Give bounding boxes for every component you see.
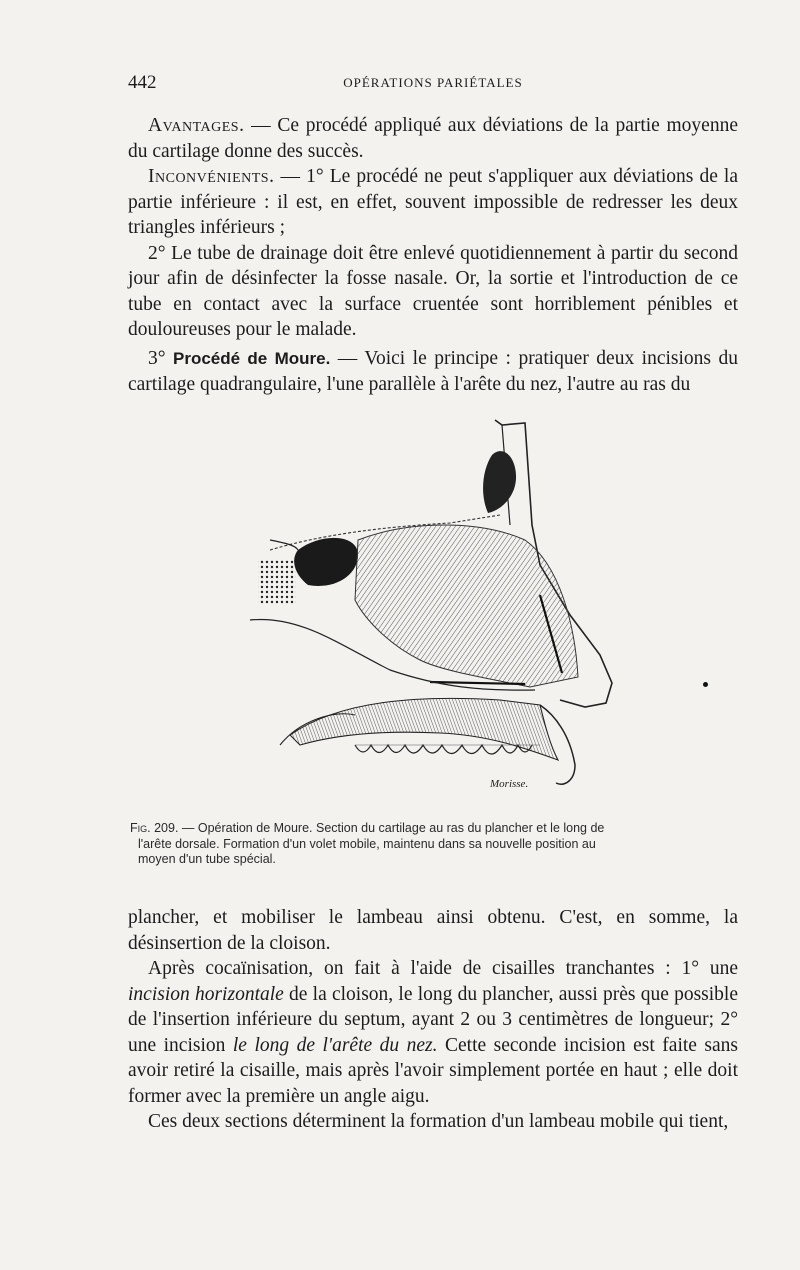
illustrator-signature: Morisse. bbox=[490, 778, 529, 790]
paragraph-moure bbox=[128, 346, 738, 397]
cocainisation-em-a: incision horizontale bbox=[128, 983, 284, 1005]
paragraph-cocainisation bbox=[128, 956, 738, 1109]
caption-line-1: — Opération de Moure. Section du cartilage au ras du plancher et le long de bbox=[178, 821, 605, 835]
paragraph-avantages-text: — Ce procédé appliqué aux déviations de la partie moyenne du cartilage donne des succès. bbox=[128, 115, 738, 162]
cocainisation-text-a: Après cocaïnisation, on fait à l'aide de cisailles tranchantes : 1° une bbox=[148, 958, 738, 979]
text-block-moure bbox=[128, 346, 738, 397]
paragraph-sections: Ces deux sections déterminent la formation d'un lambeau mobile qui tient, bbox=[148, 1111, 729, 1132]
nose-section-illustration bbox=[240, 415, 620, 810]
cocainisation-text-c: Cette seconde incision est faite sans avoir retiré la cisaille, mais après l'avoir simplement portée en haut ; elle doit former avec la première un angle aigu. bbox=[128, 1034, 739, 1107]
text-block-bottom bbox=[128, 905, 738, 1135]
label-avantages: Avantages. bbox=[148, 115, 245, 136]
speck bbox=[703, 682, 708, 687]
moure-text: — Voici le principe : pratiquer deux incisions du cartilage quadrangulaire, l'une parallèle à l'arête du nez, l'autre au ras du bbox=[128, 348, 738, 395]
figure-caption bbox=[130, 821, 738, 868]
moure-title: Procédé de Moure. bbox=[173, 349, 331, 368]
label-inconvenients: Inconvénients. bbox=[148, 166, 275, 187]
text-block-top bbox=[128, 113, 738, 343]
paragraph-avantages bbox=[128, 113, 738, 164]
paragraph-drainage: 2° Le tube de drainage doit être enlevé quotidiennement à partir du second jour afin de désinfecter la fosse nasale. Or, la sortie et l'introduction de ce tube en contact avec la surface cruentée sont horriblement pénibles et douloureuses pour le malade. bbox=[128, 242, 738, 340]
running-title: OPÉRATIONS PARIÉTALES bbox=[343, 75, 523, 90]
paragraph-inconvenients bbox=[128, 164, 738, 241]
page-header bbox=[128, 72, 738, 96]
cocainisation-em-b: le long de l'arête du nez. bbox=[232, 1034, 438, 1056]
caption-line-2: l'arête dorsale. Formation d'un volet mobile, maintenu dans sa nouvelle position au bbox=[138, 836, 596, 851]
page-number: 442 bbox=[128, 72, 157, 93]
figure-label: Fig. 209. bbox=[130, 821, 179, 835]
cocainisation-text-b: de la cloison, le long du plancher, aussi près que possible de l'insertion inférieure du septum, ayant 2 ou 3 centimètres de longueur; 2° une incision bbox=[128, 983, 738, 1056]
paragraph-plancher: plancher, et mobiliser le lambeau ainsi obtenu. C'est, en somme, la désinsertion de la cloison. bbox=[128, 907, 738, 954]
caption-line-3: moyen d'un tube spécial. bbox=[138, 852, 276, 866]
paragraph-inconvenients-text: — 1° Le procédé ne peut s'appliquer aux déviations de la partie inférieure : il est, en effet, souvent impossible de redresser les deux triangles inférieurs ; bbox=[128, 166, 738, 238]
moure-number: 3° bbox=[148, 348, 174, 369]
